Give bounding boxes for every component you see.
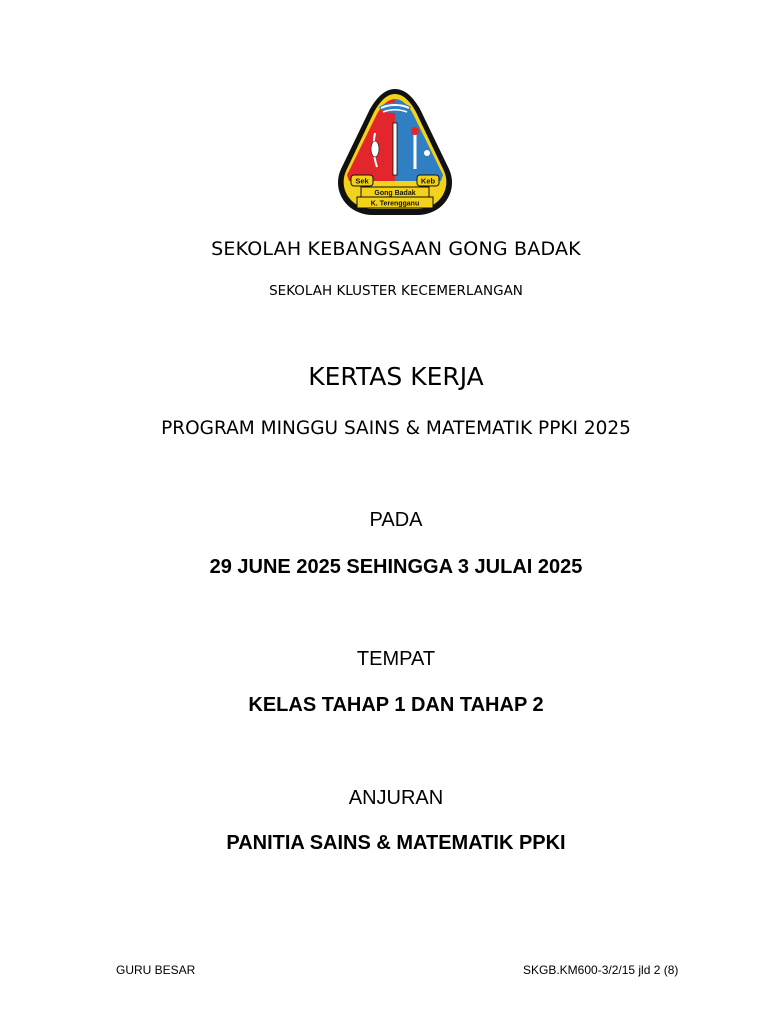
footer-left-text: GURU BESAR (116, 963, 196, 977)
crest-text-left: Sek (355, 176, 369, 186)
venue-label: TEMPAT (356, 648, 436, 670)
school-name: SEKOLAH KEBANGSAAN GONG BADAK (211, 238, 581, 260)
crest-banner-line2: K. Terengganu (370, 200, 420, 208)
venue-value: KELAS TAHAP 1 DAN TAHAP 2 (248, 694, 544, 716)
date-label: PADA (369, 509, 423, 531)
program-name: PROGRAM MINGGU SAINS & MATEMATIK PPKI 2025 (161, 418, 631, 439)
organizer-value: PANITIA SAINS & MATEMATIK PPKI (226, 832, 566, 854)
date-value: 29 JUNE 2025 SEHINGGA 3 JULAI 2025 (209, 556, 583, 578)
crest-text-right: Keb (420, 176, 436, 186)
school-subtitle: SEKOLAH KLUSTER KECEMERLANGAN (269, 283, 523, 299)
organizer-label: ANJURAN (348, 787, 444, 809)
document-title: KERTAS KERJA (308, 362, 484, 391)
crest-banner-line1: Gong Badak (374, 190, 416, 197)
school-crest-logo (335, 83, 455, 220)
footer-reference-code: SKGB.KM600-3/2/15 jld 2 (8) (523, 963, 679, 977)
